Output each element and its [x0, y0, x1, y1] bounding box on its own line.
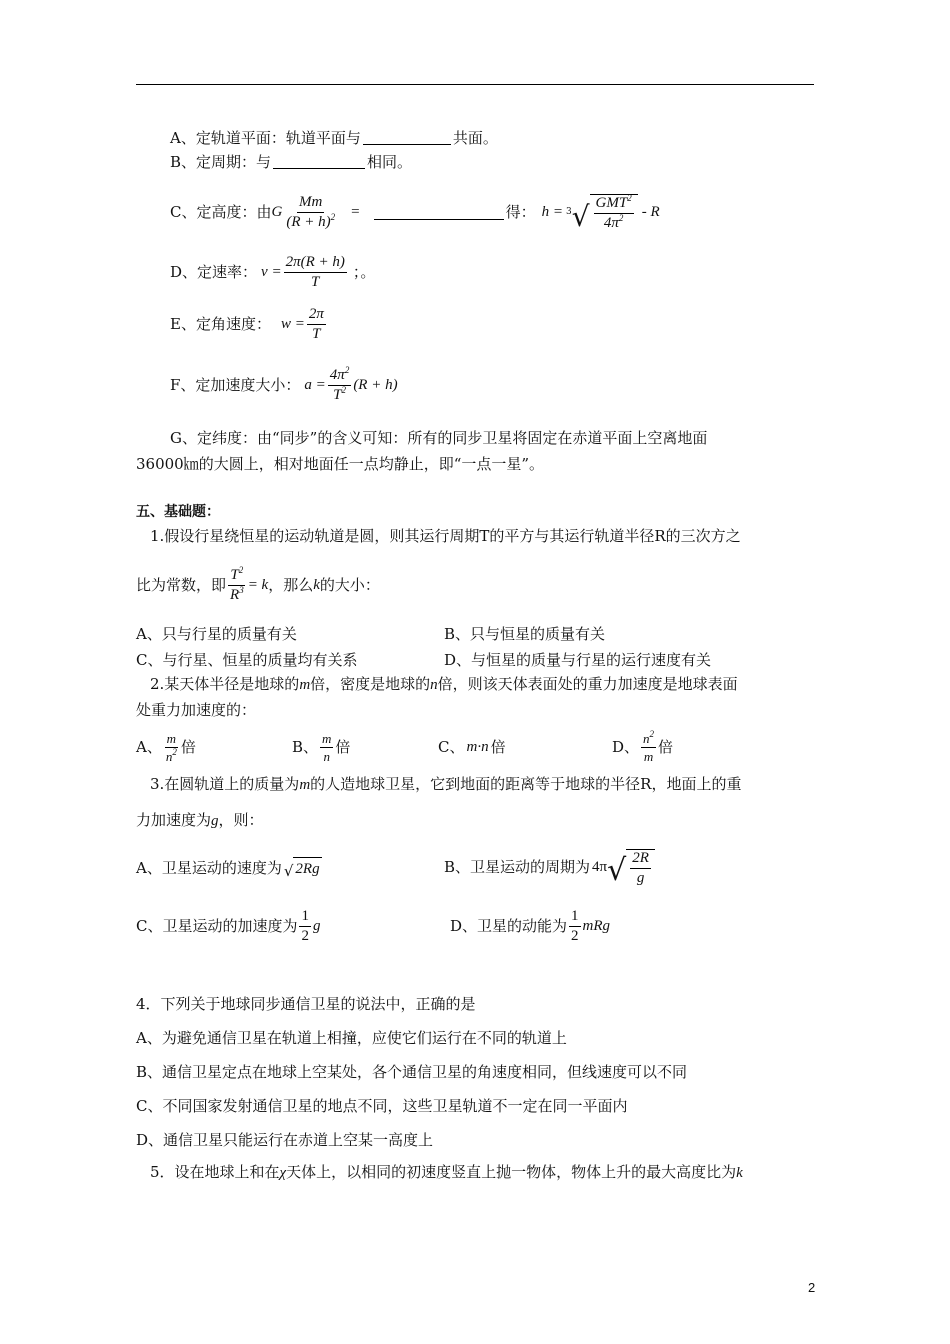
frac-gravity: $\frac{Mm}{(R + h)^2}$ — [286, 193, 336, 230]
q3-option-c[interactable]: C、卫星运动的加速度为 $\frac{1}{2}$ g — [136, 907, 321, 944]
q4-option-a[interactable]: A、为避免通信卫星在轨道上相撞，应使它们运行在不同的轨道上 — [136, 1029, 567, 1047]
frac-velocity: $\frac{2\pi(R + h)}{T}$ — [285, 253, 345, 290]
q3-option-b[interactable]: B、卫星运动的周期为 4π √ $\frac{2R}{g}$ — [444, 844, 655, 890]
cube-root: √ $\frac{GMT^2}{4\pi^2}$ — [572, 194, 638, 231]
q2-option-d[interactable]: D、 $\frac{n^2}{m}$ 倍 — [612, 728, 674, 764]
q1-line1: 1.假设行星绕恒星的运动轨道是圆，则其运行周期T的平方与其运行轨道半径R的三次方之 — [150, 527, 741, 545]
q3-option-d[interactable]: D、卫星的动能为 $\frac{1}{2}$ mRg — [450, 907, 611, 944]
q4-stem: 4．下列关于地球同步通信卫星的说法中，正确的是 — [136, 995, 476, 1013]
q3-line2: 力加速度为g，则： — [136, 811, 264, 829]
q3-option-a[interactable]: A、卫星运动的速度为 √ 2Rg — [136, 859, 320, 880]
header-rule — [136, 84, 814, 85]
q5-line1: 5．设在地球上和在χ天体上，以相同的初速度竖直上抛一物体，物体上升的最大高度比为k — [150, 1163, 743, 1181]
frac-t2-r3: $\frac{T^2}{R^3}$ — [230, 564, 244, 603]
q2-line1: 2.某天体半径是地球的m倍，密度是地球的n倍，则该天体表面处的重力加速度是地球表面 — [150, 675, 738, 693]
blank-c — [374, 205, 504, 220]
q2-option-c[interactable]: C、 m·n 倍 — [438, 738, 506, 756]
prop-e: E、定角速度： w = $\frac{2\pi}{T}$ — [170, 305, 324, 342]
q2-option-a[interactable]: A、 $\frac{m}{n^2}$ 倍 — [136, 730, 196, 764]
prop-c: C、定高度：由 G $\frac{Mm}{(R + h)^2}$ = 得： h = 3 √ $\frac{GMT^2}{4\pi^2}$ - R — [170, 192, 660, 233]
q2-option-b[interactable]: B、 $\frac{m}{n}$ 倍 — [292, 730, 351, 764]
q1-option-c[interactable]: C、与行星、恒星的质量均有关系 — [136, 651, 358, 669]
prop-d: D、定速率： v = $\frac{2\pi(R + h)}{T}$ ；。 — [170, 253, 376, 290]
prop-b: B、定周期：与 相同。 — [170, 153, 413, 171]
prop-a: A、定轨道平面：轨道平面与 共面。 — [170, 129, 498, 147]
q1-line2: 比为常数，即 $\frac{T^2}{R^3}$ = k ，那么 k 的大小： — [136, 564, 380, 603]
q4-option-d[interactable]: D、通信卫星只能运行在赤道上空某一高度上 — [136, 1131, 434, 1149]
section-title: 五、基础题： — [136, 504, 220, 520]
prop-f: F、定加速度大小： a = $\frac{4\pi^2}{T^2}$ (R + h) — [170, 364, 398, 403]
q1-option-b[interactable]: B、只与恒星的质量有关 — [444, 625, 606, 643]
blank-b — [273, 154, 365, 169]
prop-g-line2: 36000㎞的大圆上，相对地面任一点均静止，即“一点一星”。 — [136, 455, 545, 473]
frac-accel: $\frac{4\pi^2}{T^2}$ — [329, 364, 350, 403]
prop-g-line1: G、定纬度：由“同步”的含义可知：所有的同步卫星将固定在赤道平面上空离地面 — [170, 429, 708, 447]
frac-omega: $\frac{2\pi}{T}$ — [308, 305, 324, 342]
q2-line2: 处重力加速度的： — [136, 701, 257, 719]
q4-option-c[interactable]: C、不同国家发射通信卫星的地点不同，这些卫星轨道不一定在同一平面内 — [136, 1097, 628, 1115]
q1-option-a[interactable]: A、只与行星的质量有关 — [136, 625, 297, 643]
math-g: G — [271, 204, 283, 220]
q4-option-b[interactable]: B、通信卫星定点在地球上空某处，各个通信卫星的角速度相同，但线速度可以不同 — [136, 1063, 688, 1081]
q1-option-d[interactable]: D、与恒星的质量与行星的运行速度有关 — [444, 651, 712, 669]
q3-line1: 3.在圆轨道上的质量为m的人造地球卫星，它到地面的距离等于地球的半径R，地面上的重 — [150, 775, 742, 793]
blank-a — [363, 130, 451, 145]
page-number: 2 — [808, 1280, 816, 1295]
